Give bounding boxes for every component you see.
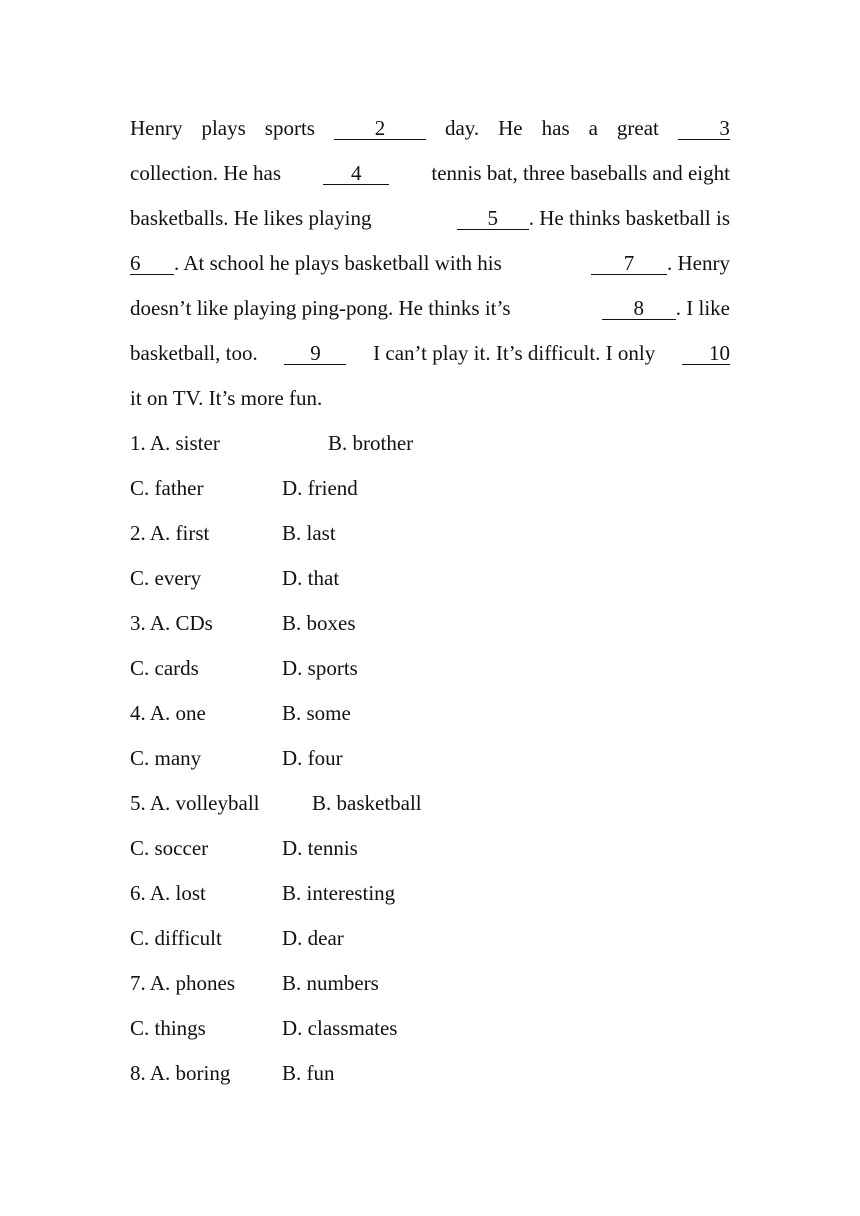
- blank-group: [457, 205, 730, 231]
- word: Henry: [130, 116, 183, 140]
- text: collection. He has: [130, 161, 282, 185]
- blank-group: [602, 295, 730, 321]
- option-1b: B. brother: [328, 431, 414, 455]
- word: sports: [264, 116, 315, 140]
- word: has: [541, 116, 570, 140]
- option-3b: B. boxes: [282, 611, 356, 635]
- option-1c: C. father: [130, 476, 204, 500]
- word: great: [616, 116, 659, 140]
- option-2b: B. last: [282, 521, 336, 545]
- option-5d: D. tennis: [282, 836, 358, 860]
- blank-7: 7: [591, 252, 667, 275]
- blank-group: [130, 250, 502, 276]
- option-4c: C. many: [130, 746, 202, 770]
- option-7a: 7. A. phones: [130, 971, 235, 995]
- option-3d: D. sports: [282, 656, 358, 680]
- text: basketballs. He likes playing: [130, 206, 372, 230]
- blank-10: 10: [682, 342, 730, 365]
- option-5a: 5. A. volleyball: [130, 791, 260, 815]
- passage-line-1: [130, 115, 730, 160]
- blank-2: 2: [334, 117, 426, 140]
- blank-8: 8: [602, 297, 676, 320]
- option-8b: B. fun: [282, 1061, 335, 1085]
- blank-9: 9: [284, 342, 346, 365]
- blank-3: 3: [678, 117, 730, 140]
- text: . Henry: [667, 251, 730, 275]
- text: . I like: [675, 296, 730, 320]
- text: I can’t play it. It’s difficult. I only: [373, 341, 656, 365]
- passage-line-5: [130, 295, 730, 340]
- option-3a: 3. A. CDs: [130, 611, 213, 635]
- option-1a: 1. A. sister: [130, 431, 220, 455]
- option-5b: B. basketball: [312, 791, 422, 815]
- text: it on TV. It’s more fun.: [130, 386, 323, 410]
- option-6a: 6. A. lost: [130, 881, 206, 905]
- option-8a: 8. A. boring: [130, 1061, 231, 1085]
- blank-group: [591, 250, 730, 276]
- word: plays: [201, 116, 246, 140]
- word: He: [498, 116, 523, 140]
- passage-line-7: [130, 385, 730, 430]
- option-3c: C. cards: [130, 656, 199, 680]
- option-6b: B. interesting: [282, 881, 396, 905]
- option-7c: C. things: [130, 1016, 206, 1040]
- option-6c: C. difficult: [130, 926, 222, 950]
- passage-line-2: [130, 160, 730, 205]
- option-2d: D. that: [282, 566, 340, 590]
- option-7b: B. numbers: [282, 971, 379, 995]
- text: . At school he plays basketball with his: [174, 251, 502, 275]
- passage-line-6: [130, 340, 730, 385]
- option-4b: B. some: [282, 701, 351, 725]
- passage-line-4: [130, 250, 730, 295]
- option-2a: 2. A. first: [130, 521, 210, 545]
- option-6d: D. dear: [282, 926, 344, 950]
- text: . He thinks basketball is: [528, 206, 730, 230]
- option-2c: C. every: [130, 566, 202, 590]
- blank-5: 5: [457, 207, 529, 230]
- option-1d: D. friend: [282, 476, 358, 500]
- option-5c: C. soccer: [130, 836, 209, 860]
- blank-4: 4: [323, 162, 389, 185]
- passage-line-3: [130, 205, 730, 250]
- word: a: [588, 116, 598, 140]
- option-4a: 4. A. one: [130, 701, 206, 725]
- blank-6: 6: [130, 252, 174, 275]
- text: doesn’t like playing ping-pong. He thinks it’s: [130, 296, 511, 320]
- option-4d: D. four: [282, 746, 343, 770]
- word: day.: [444, 116, 480, 140]
- text: basketball, too.: [130, 341, 258, 365]
- text: tennis bat, three baseballs and eight: [431, 161, 730, 185]
- option-7d: D. classmates: [282, 1016, 398, 1040]
